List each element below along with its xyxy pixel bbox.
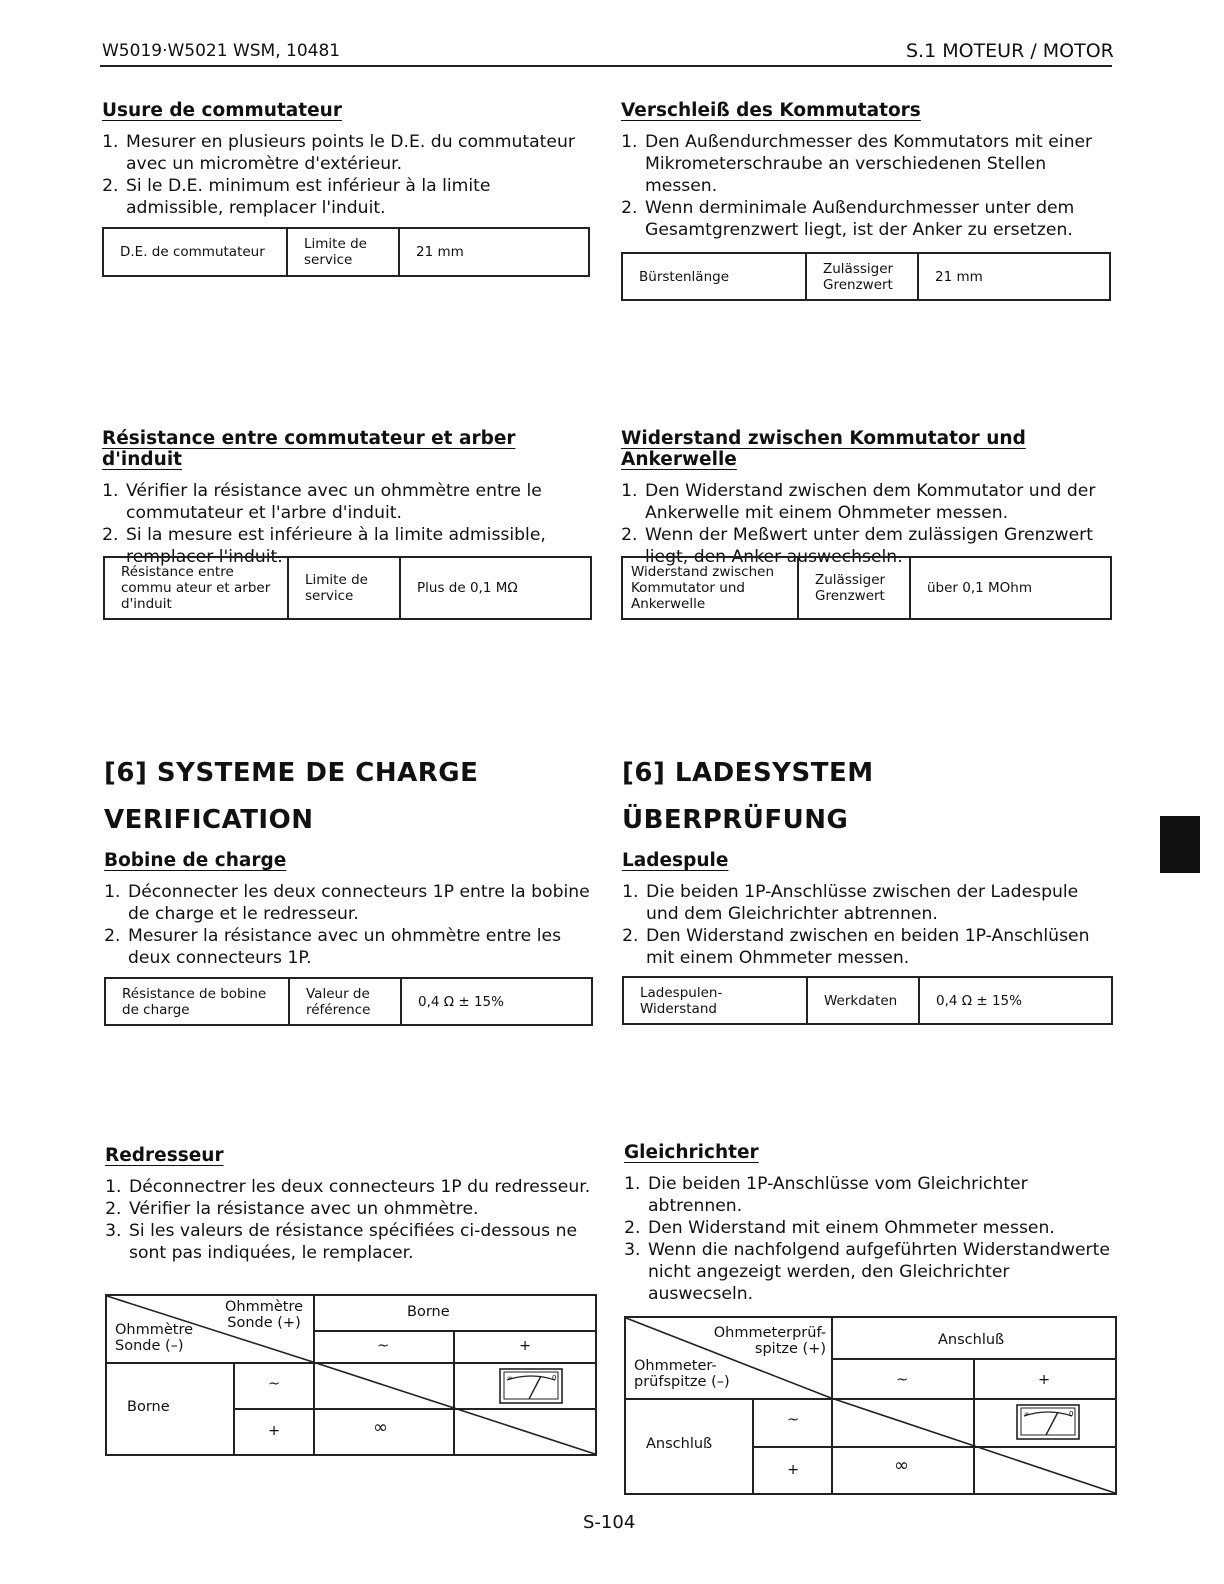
row-plus-label: + [787,1462,800,1478]
fr-commutator-wear-spec [102,227,590,277]
steps-list [621,131,1111,241]
col-ac-label: ~ [377,1338,390,1354]
steps-list [622,881,1112,969]
spec-type: Limite de service [288,557,400,619]
spec-value: 21 mm [918,253,1110,300]
fr-commutator-wear [102,100,592,219]
header-doc-id: W5019·W5021 WSM, 10481 [102,41,341,61]
probe-plus-label: Ohmmeterprüf-spitze (+) [713,1325,826,1357]
step: 3. Wenn die nachfolgend aufgeführten Widerstandwerte nicht angezeigt werden, den Gleichrichter auswecseln. [646,1239,1114,1305]
svg-text:0: 0 [1069,1410,1074,1418]
fr-charge-coil [104,850,594,969]
step: 2. Si le D.E. minimum est inférieur à la limite admissible, remplacer l'induit. [124,175,592,219]
col-ac-label: ~ [896,1372,909,1388]
step: 1. Die beiden 1P-Anschlüsse vom Gleichrichter abtrennen. [646,1173,1114,1217]
spec-value: Plus de 0,1 MΩ [400,557,591,619]
step: 2. Wenn der Meßwert unter dem zulässigen Grenzwert liegt, den Anker auswechseln. [643,524,1111,568]
step: 2. Den Widerstand zwischen en beiden 1P-Anschlüsen mit einem Ohmmeter messen. [644,925,1112,969]
step: 2. Wenn derminimale Außendurchmesser unter dem Gesamtgrenzwert liegt, ist der Anker zu ersetzen. [643,197,1111,241]
step: 2. Mesurer la résistance avec un ohmmètre entre les deux connecteurs 1P. [126,925,594,969]
step: 1. Vérifier la résistance avec un ohmmètre entre le commutateur et l'arbre d'induit. [124,480,592,524]
fr-subsection-heading: VERIFICATION [104,805,314,835]
de-charge-coil [622,850,1112,969]
fr-section-heading: [6] SYSTEME DE CHARGE [104,758,479,788]
steps-list [104,881,594,969]
spec-item: Widerstand zwischen Kommutator und Ankerwelle [622,557,798,619]
step: 1. Mesurer en plusieurs points le D.E. du commutateur avec un micromètre d'extérieur. [124,131,592,175]
de-charge-coil-spec [622,976,1113,1025]
fr-commutator-resistance [102,428,592,568]
header-rule [100,65,1112,67]
step: 1. Die beiden 1P-Anschlüsse zwischen der Ladespule und dem Gleichrichter abtrennen. [644,881,1112,925]
meter-deflection-icon [499,1368,563,1404]
de-commutator-wear-spec [621,252,1111,301]
de-commutator-wear [621,100,1111,241]
spec-type: Valeur de référence [289,978,401,1025]
col-plus-label: + [519,1338,532,1354]
probe-minus-label: Ohmmeter-prüfspitze (–) [634,1358,730,1390]
row-header: Borne [127,1399,170,1415]
de-commutator-resistance [621,428,1111,568]
steps-list [624,1173,1114,1305]
steps-list [102,480,592,568]
step: 2. Vérifier la résistance avec un ohmmètre. [127,1198,595,1220]
svg-text:∞: ∞ [1024,1410,1030,1418]
chapter-thumb-tab [1160,816,1200,873]
de-commutator-resistance-spec [621,556,1112,620]
meter-deflection-icon [1016,1404,1080,1440]
column-header: Anschluß [938,1332,1005,1348]
fr-rectifier-table [105,1294,597,1456]
fr-rectifier [105,1145,595,1264]
de-section-heading: [6] LADESYSTEM [622,758,874,788]
section-title: Usure de commutateur [102,100,342,121]
row-ac-label: ~ [268,1376,281,1392]
de-rectifier-table [624,1316,1117,1495]
infinity-value: ∞ [894,1455,909,1476]
spec-item: Résistance de bobine de charge [105,978,289,1025]
infinity-value: ∞ [373,1417,388,1438]
de-rectifier [624,1142,1114,1305]
svg-text:∞: ∞ [507,1374,513,1382]
steps-list [621,480,1111,568]
page-number: S-104 [583,1512,636,1533]
row-ac-label: ~ [787,1412,800,1428]
fr-commutator-resistance-spec [103,556,592,620]
spec-type: Zulässiger Grenzwert [798,557,910,619]
column-header: Borne [407,1304,450,1320]
step: 2. Si la mesure est inférieure à la limite admissible, remplacer l'induit. [124,524,592,568]
step: 1. Den Außendurchmesser des Kommutators mit einer Mikrometerschraube an verschiedenen Stellen messen. [643,131,1111,197]
spec-item: Bürstenlänge [622,253,806,300]
spec-value: 0,4 Ω ± 15% [401,978,592,1025]
step: 1. Den Widerstand zwischen dem Kommutator und der Ankerwelle mit einem Ohmmeter messen. [643,480,1111,524]
section-title: Bobine de charge [104,850,287,871]
section-title: Redresseur [105,1145,224,1166]
row-header: Anschluß [646,1436,713,1452]
spec-item: D.E. de commutateur [103,228,287,276]
svg-text:0: 0 [552,1374,557,1382]
step: 1. Déconnectrer les deux connecteurs 1P du redresseur. [127,1176,595,1198]
fr-charge-coil-spec [104,977,593,1026]
col-plus-label: + [1038,1372,1051,1388]
step: 1. Déconnecter les deux connecteurs 1P entre la bobine de charge et le redresseur. [126,881,594,925]
steps-list [105,1176,595,1264]
spec-type: Werkdaten [807,977,919,1024]
step: 2. Den Widerstand mit einem Ohmmeter messen. [646,1217,1114,1239]
probe-minus-label: Ohmmètre Sonde (–) [115,1322,194,1354]
section-title: Ladespule [622,850,729,871]
spec-value: 0,4 Ω ± 15% [919,977,1112,1024]
spec-item: Ladespulen-Widerstand [623,977,807,1024]
section-title: Verschleiß des Kommutators [621,100,921,121]
header-section: S.1 MOTEUR / MOTOR [906,40,1114,62]
spec-value: 21 mm [399,228,589,276]
spec-item: Résistance entre commu ateur et arber d'induit [104,557,288,619]
spec-type: Zulässiger Grenzwert [806,253,918,300]
de-subsection-heading: ÜBERPRÜFUNG [622,805,849,835]
spec-type: Limite de service [287,228,399,276]
spec-value: über 0,1 MOhm [910,557,1111,619]
row-plus-label: + [268,1423,281,1439]
section-title: Widerstand zwischen Kommutator und Ankerwelle [621,428,1026,470]
probe-plus-label: Ohmmètre Sonde (+) [224,1299,304,1331]
steps-list [102,131,592,219]
section-title: Résistance entre commutateur et arber d'induit [102,428,516,470]
step: 3. Si les valeurs de résistance spécifiées ci-dessous ne sont pas indiquées, le remplacer. [127,1220,595,1264]
section-title: Gleichrichter [624,1142,759,1163]
